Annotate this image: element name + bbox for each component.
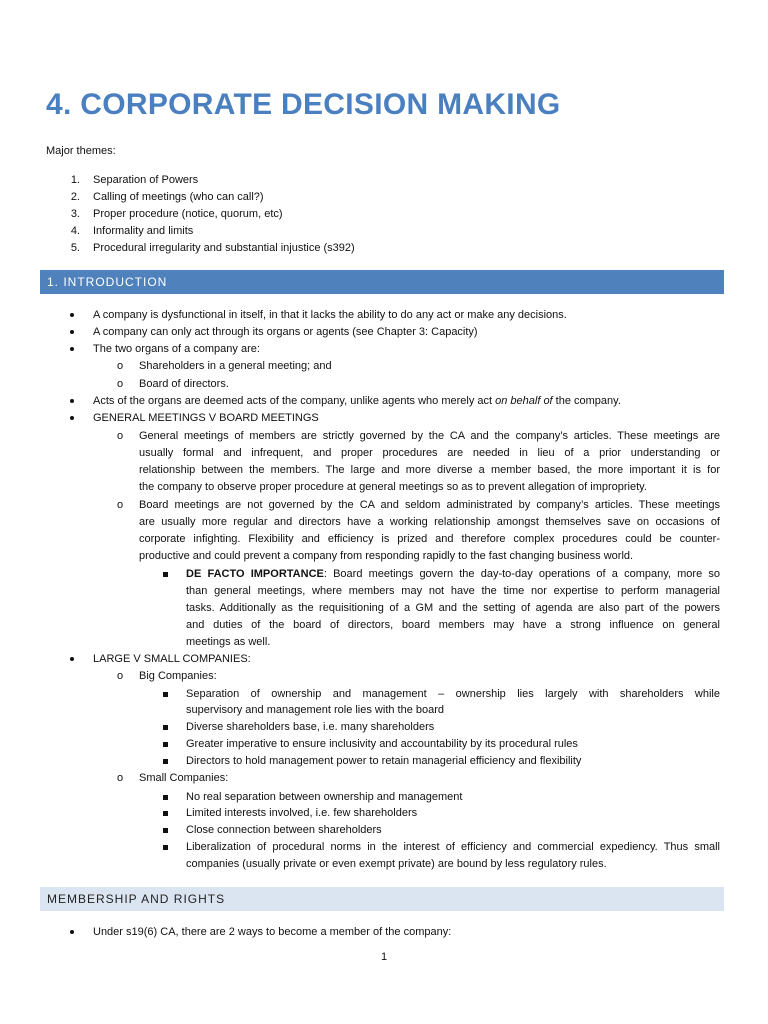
square-bullet-icon <box>163 686 168 703</box>
list-item: Diverse shareholders base, i.e. many shareholders <box>186 721 435 733</box>
paragraph-line: companies (usually private or even exempt private) are bound by less regulatory rules. <box>186 858 607 870</box>
circle-bullet-icon: o <box>117 499 124 511</box>
text-run: the company. <box>552 395 621 407</box>
list-item: Procedural irregularity and substantial injustice (s392) <box>93 242 355 254</box>
paragraph-line: General meetings of members are strictly governed by the CA and the company’s articles. These meetings are <box>139 430 720 442</box>
square-bullet-icon <box>163 839 168 856</box>
list-number: 2. <box>70 191 80 203</box>
list-item: Greater imperative to ensure inclusivity and accountability by its procedural rules <box>186 738 578 750</box>
list-item: Directors to hold management power to retain managerial efficiency and flexibility <box>186 755 582 767</box>
square-bullet-icon <box>163 753 168 770</box>
paragraph-line: relationship between the members. The large and more diverse a member based, the more important it is for <box>139 464 720 476</box>
paragraph-line: Board meetings are not governed by the CA and seldom administrated by company’s articles. These meetings <box>139 499 720 511</box>
bullet-text: A company is dysfunctional in itself, in that it lacks the ability to do any act or make any decisions. <box>93 309 567 321</box>
page-number: 1 <box>380 951 388 963</box>
list-number: 1. <box>70 174 80 186</box>
bullet-text: GENERAL MEETINGS V BOARD MEETINGS <box>93 412 319 424</box>
list-number: 4. <box>70 225 80 237</box>
major-themes-label: Major themes: <box>46 145 116 157</box>
paragraph-line: Separation of ownership and management – ownership lies largely with shareholders while <box>186 688 720 700</box>
circle-bullet-icon: o <box>117 360 124 372</box>
bold-term: DE FACTO IMPORTANCE <box>186 568 324 580</box>
paragraph-line: Liberalization of procedural norms in the interest of efficiency and commercial expediency. Thus small <box>186 841 720 853</box>
square-bullet-icon <box>163 789 168 806</box>
paragraph-line: tasks. Additionally as the requisitioning of a GM and the setting of agenda are also part of the powers <box>186 602 720 614</box>
paragraph-line: productive and could prevent a company from responding rapidly to the fast changing business world. <box>139 550 634 562</box>
emphasis-text: on behalf of <box>495 395 553 407</box>
list-item: Proper procedure (notice, quorum, etc) <box>93 208 283 220</box>
circle-bullet-icon: o <box>117 772 124 784</box>
list-item: Separation of Powers <box>93 174 199 186</box>
square-bullet-icon <box>163 719 168 736</box>
text-run: : Board meetings govern the day-to-day operations of a company, more so <box>323 568 720 580</box>
list-item: Calling of meetings (who can call?) <box>93 191 264 203</box>
paragraph-line: and duties of the board of directors, board members may have a strong influence on general <box>186 619 720 631</box>
text-run: Acts of the organs are deemed acts of the company, unlike agents who merely act <box>93 395 496 407</box>
circle-bullet-icon: o <box>117 378 124 390</box>
paragraph-line: corporate infighting. Flexibility and efficiency is prized and therefore complex procedures could be counter- <box>139 533 720 545</box>
paragraph-line: usually formal and infrequent, and proper procedures are needed in lieu of a prior understanding or <box>139 447 720 459</box>
paragraph-line: than general meetings, where members may not have the time nor expertise to perform managerial <box>186 585 720 597</box>
list-number: 5. <box>70 242 80 254</box>
list-item: Close connection between shareholders <box>186 824 382 836</box>
circle-bullet-icon: o <box>117 670 124 682</box>
paragraph-line: supervisory and management role lies with the board <box>186 704 445 716</box>
list-item: Informality and limits <box>93 225 194 237</box>
square-bullet-icon <box>163 566 168 583</box>
square-bullet-icon <box>163 736 168 753</box>
sub-bullet-text: Big Companies: <box>139 670 217 682</box>
section-heading-text: 1. INTRODUCTION <box>47 275 168 289</box>
section-heading-membership <box>40 887 724 911</box>
bullet-icon <box>70 924 74 941</box>
bullet-text <box>93 393 621 410</box>
square-bullet-icon <box>163 805 168 822</box>
bullet-text: Under s19(6) CA, there are 2 ways to become a member of the company: <box>93 926 452 938</box>
paragraph-line <box>186 566 720 583</box>
circle-bullet-icon: o <box>117 430 124 442</box>
list-item: No real separation between ownership and management <box>186 791 463 803</box>
bullet-icon <box>70 324 74 341</box>
sub-bullet-text: Shareholders in a general meeting; and <box>139 360 332 372</box>
sub-bullet-text: Small Companies: <box>139 772 229 784</box>
bullet-icon <box>70 393 74 410</box>
bullet-text: The two organs of a company are: <box>93 343 260 355</box>
page-title: 4. CORPORATE DECISION MAKING <box>46 88 561 121</box>
paragraph-line: the company to observe proper procedure at general meetings so as to prevent allegation of impropriety. <box>139 481 647 493</box>
bullet-icon <box>70 307 74 324</box>
list-item: Limited interests involved, i.e. few shareholders <box>186 807 418 819</box>
square-bullet-icon <box>163 822 168 839</box>
section-heading-text: MEMBERSHIP AND RIGHTS <box>47 892 226 906</box>
bullet-text: LARGE V SMALL COMPANIES: <box>93 653 251 665</box>
paragraph-line: meetings as well. <box>186 636 271 648</box>
bullet-icon <box>70 341 74 358</box>
section-heading-introduction <box>40 270 724 294</box>
sub-bullet-text: Board of directors. <box>139 378 229 390</box>
bullet-text: A company can only act through its organs or agents (see Chapter 3: Capacity) <box>93 326 478 338</box>
bullet-icon <box>70 410 74 427</box>
bullet-icon <box>70 651 74 668</box>
list-number: 3. <box>70 208 80 220</box>
paragraph-line: are usually more regular and directors have a working relationship amongst themselves save on occasions of <box>139 516 720 528</box>
